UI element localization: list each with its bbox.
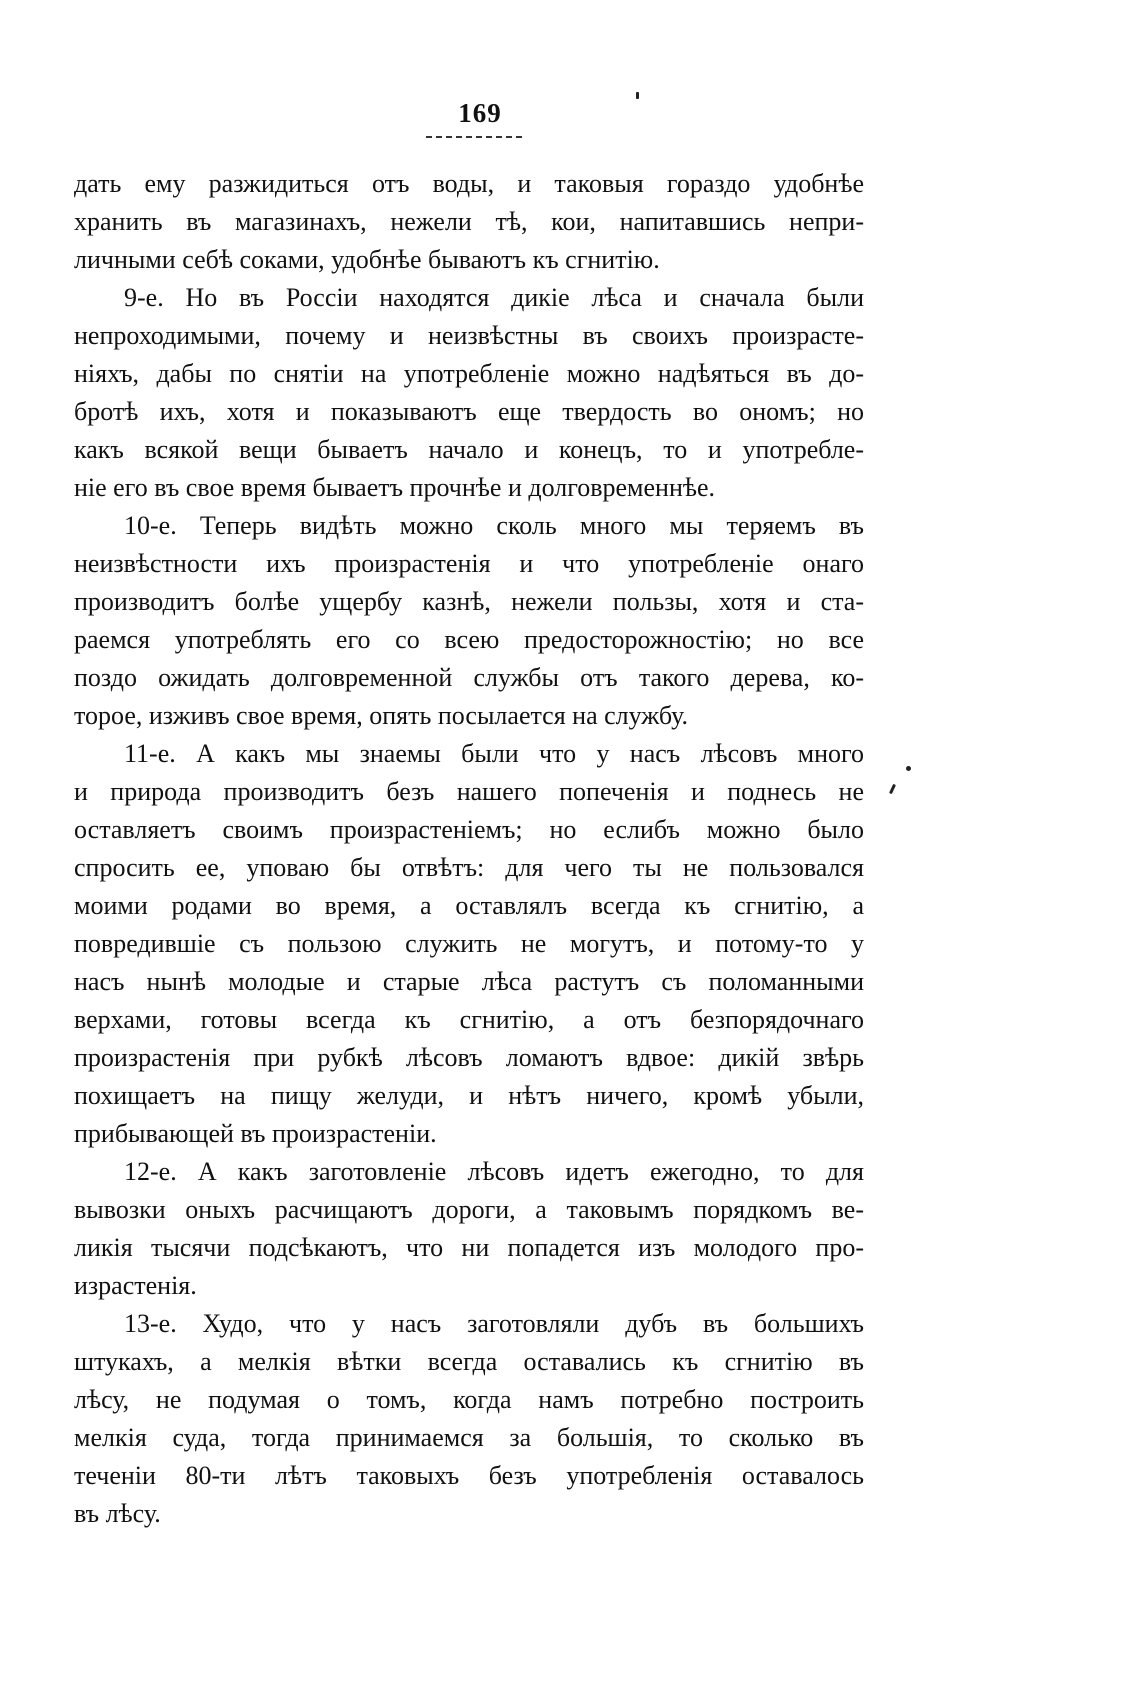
text-line: непроходимыми, почему и неизвѣстны въ своихъ произрасте- <box>74 321 864 350</box>
paragraph <box>74 279 864 507</box>
text-line: дать ему разжидиться отъ воды, и таковыя гораздо удобнѣе <box>74 169 864 198</box>
text-line: израстенія. <box>74 1271 197 1300</box>
text-line: ликія тысячи подсѣкаютъ, что ни попадется изъ молодого про- <box>74 1233 864 1262</box>
paragraph <box>74 1153 864 1305</box>
print-speck <box>889 784 896 794</box>
page-number: 169 <box>458 98 502 128</box>
text-line: мелкія суда, тогда принимаемся за большія, то сколько въ <box>74 1423 864 1452</box>
text-line: теченіи 80-ти лѣтъ таковыхъ безъ употребленія оставалось <box>74 1461 864 1490</box>
text-line: оставляетъ своимъ произрастеніемъ; но еслибъ можно было <box>74 815 864 844</box>
text-line: насъ нынѣ молодые и старые лѣса растутъ съ поломанными <box>74 967 864 996</box>
paragraph <box>74 1305 864 1533</box>
text-line: въ лѣсу. <box>74 1499 161 1528</box>
text-line: 13-е. Худо, что у насъ заготовляли дубъ въ большихъ <box>124 1309 864 1338</box>
text-line: 11-е. А какъ мы знаемы были что у насъ лѣсовъ много <box>124 739 864 768</box>
text-line: какъ всякой вещи бываетъ начало и конецъ, то и употребле- <box>74 435 864 464</box>
text-line: хранить въ магазинахъ, нежели тѣ, кои, напитавшись непри- <box>74 207 864 236</box>
text-line: вывозки оныхъ расчищаютъ дороги, а таковымъ порядкомъ ве- <box>74 1195 864 1224</box>
text-line: и природа производитъ безъ нашего попеченія и поднесь не <box>74 777 864 806</box>
text-line: неизвѣстности ихъ произрастенія и что употребленіе онаго <box>74 549 864 578</box>
text-line: штукахъ, а мелкія вѣтки всегда оставались къ сгнитію въ <box>74 1347 864 1376</box>
text-line: прибывающей въ произрастеніи. <box>74 1119 437 1148</box>
text-line: 12-е. А какъ заготовленіе лѣсовъ идетъ ежегодно, то для <box>124 1157 864 1186</box>
text-line: 10-е. Теперь видѣть можно сколь много мы теряемъ въ <box>124 511 864 540</box>
text-line: произрастенія при рубкѣ лѣсовъ ломаютъ вдвое: дикій звѣрь <box>74 1043 864 1072</box>
text-line: верхами, готовы всегда къ сгнитію, а отъ безпорядочнаго <box>74 1005 864 1034</box>
text-line: производитъ болѣе ущербу казнѣ, нежели пользы, хотя и ста- <box>74 587 864 616</box>
text-line: раемся употреблять его со всею предосторожностію; но все <box>74 625 864 654</box>
text-line: бротѣ ихъ, хотя и показываютъ еще твердость во ономъ; но <box>74 397 864 426</box>
text-line: лѣсу, не подумая о томъ, когда намъ потребно построить <box>74 1385 864 1414</box>
text-line: ніяхъ, дабы по снятіи на употребленіе можно надѣяться въ до- <box>74 359 864 388</box>
text-line: 9-е. Но въ Россіи находятся дикіе лѣса и сначала были <box>124 283 864 312</box>
paragraph <box>74 165 864 279</box>
text-line: спросить ее, уповаю бы отвѣтъ: для чего ты не пользовался <box>74 853 864 882</box>
text-line: поздо ожидать долговременной службы отъ такого дерева, ко- <box>74 663 864 692</box>
print-speck <box>636 92 639 99</box>
page-number-rule <box>426 136 522 138</box>
text-line: повредившіе съ пользою служить не могутъ, и потому-то у <box>74 929 864 958</box>
text-line: личными себѣ соками, удобнѣе бываютъ къ сгнитію. <box>74 245 660 274</box>
paragraph <box>74 735 864 1153</box>
paragraph <box>74 507 864 735</box>
text-line: похищаетъ на пищу желуди, и нѣтъ ничего, кромѣ убыли, <box>74 1081 864 1110</box>
print-speck <box>906 766 911 771</box>
text-line: ніе его въ свое время бываетъ прочнѣе и долговременнѣе. <box>74 473 716 502</box>
text-line: торое, изживъ свое время, опять посылается на службу. <box>74 701 689 730</box>
body-text <box>74 165 864 1533</box>
text-line: моими родами во время, а оставлялъ всегда къ сгнитію, а <box>74 891 864 920</box>
